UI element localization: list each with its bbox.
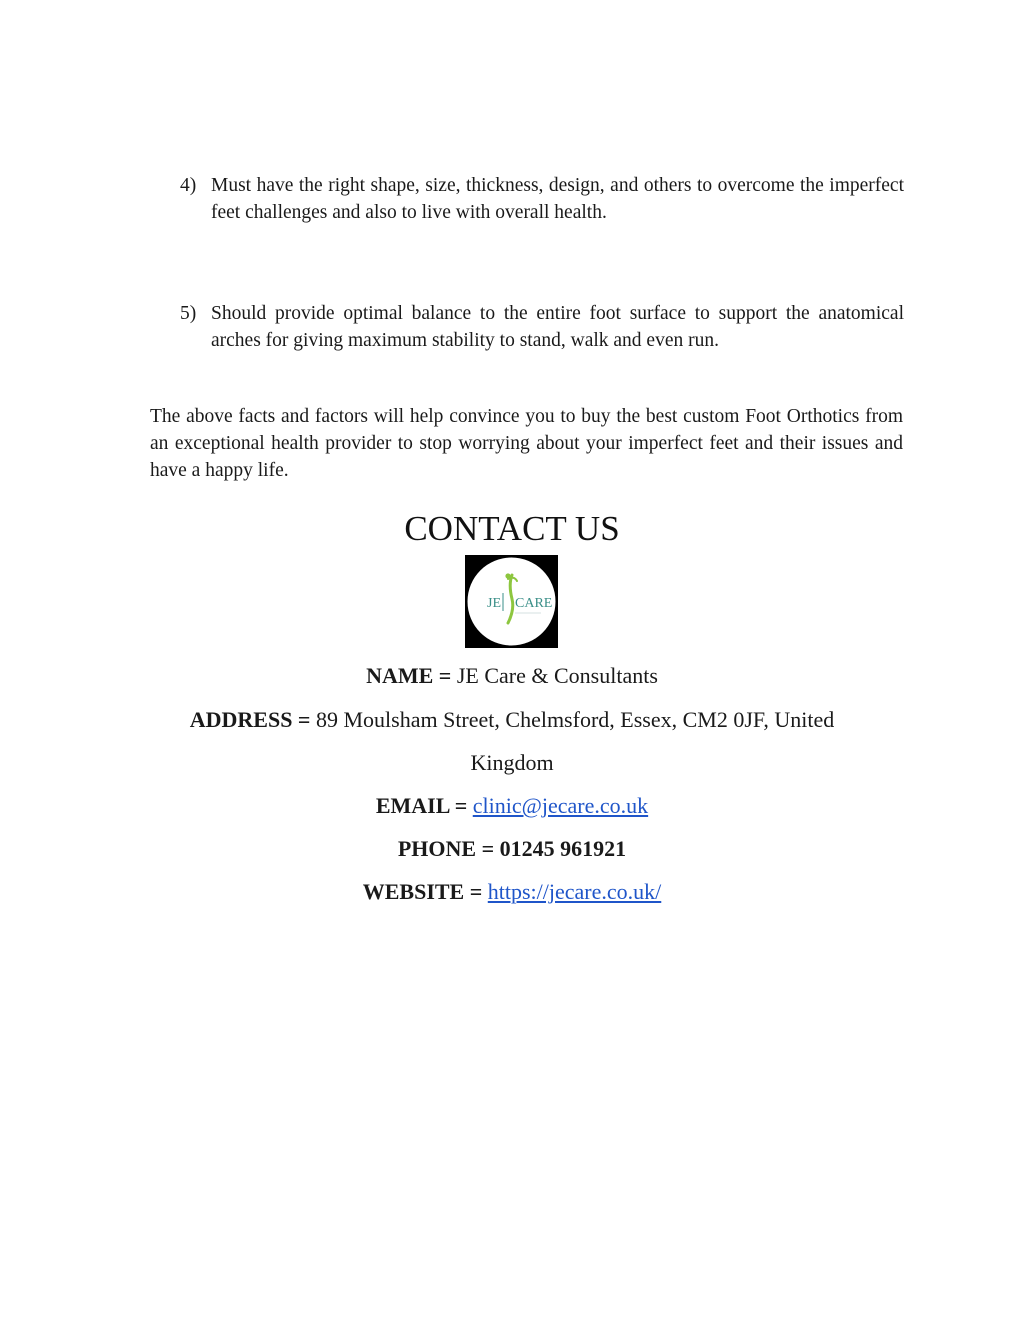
list-item-number: 4) <box>180 175 197 196</box>
summary-paragraph: The above facts and factors will help convince you to buy the best custom Foot Orthotics from an exceptional health provider to stop worrying about your imperfect feet and their issues and have a happy life. <box>150 406 903 481</box>
contact-name <box>0 661 1024 691</box>
logo-text-je: JE <box>487 596 501 611</box>
list-item-text: Should provide optimal balance to the entire foot surface to support the anatomical arches for giving maximum stability to stand, walk and even run. <box>211 303 904 351</box>
name-value: JE Care & Consultants <box>456 663 658 688</box>
address-label: ADDRESS = <box>189 707 311 732</box>
address-value-line2: Kingdom <box>470 750 554 775</box>
contact-website <box>0 877 1024 907</box>
contact-address <box>0 705 1024 735</box>
page-heading: CONTACT US <box>404 509 620 548</box>
logo-text-care: CARE <box>515 596 553 611</box>
je-care-logo-graphic <box>465 555 558 648</box>
contact-address-continued <box>0 748 1024 778</box>
phone-label: PHONE = <box>397 836 495 861</box>
website-link[interactable]: https://jecare.co.uk/ <box>487 879 662 904</box>
email-link[interactable]: clinic@jecare.co.uk <box>472 793 649 818</box>
address-value-line1: 89 Moulsham Street, Chelmsford, Essex, CM2 0JF, United <box>315 707 835 732</box>
email-label: EMAIL = <box>375 793 468 818</box>
website-label: WEBSITE = <box>362 879 483 904</box>
je-care-logo <box>465 555 558 648</box>
list-item <box>180 300 904 354</box>
list-item-text: Must have the right shape, size, thickness, design, and others to overcome the imperfect feet challenges and also to live with overall health. <box>211 175 904 223</box>
list-item-number: 5) <box>180 303 197 324</box>
name-label: NAME = <box>366 663 452 688</box>
list-item <box>180 172 904 226</box>
contact-phone <box>0 834 1024 864</box>
phone-value: 01245 961921 <box>499 836 627 861</box>
contact-email <box>0 791 1024 821</box>
